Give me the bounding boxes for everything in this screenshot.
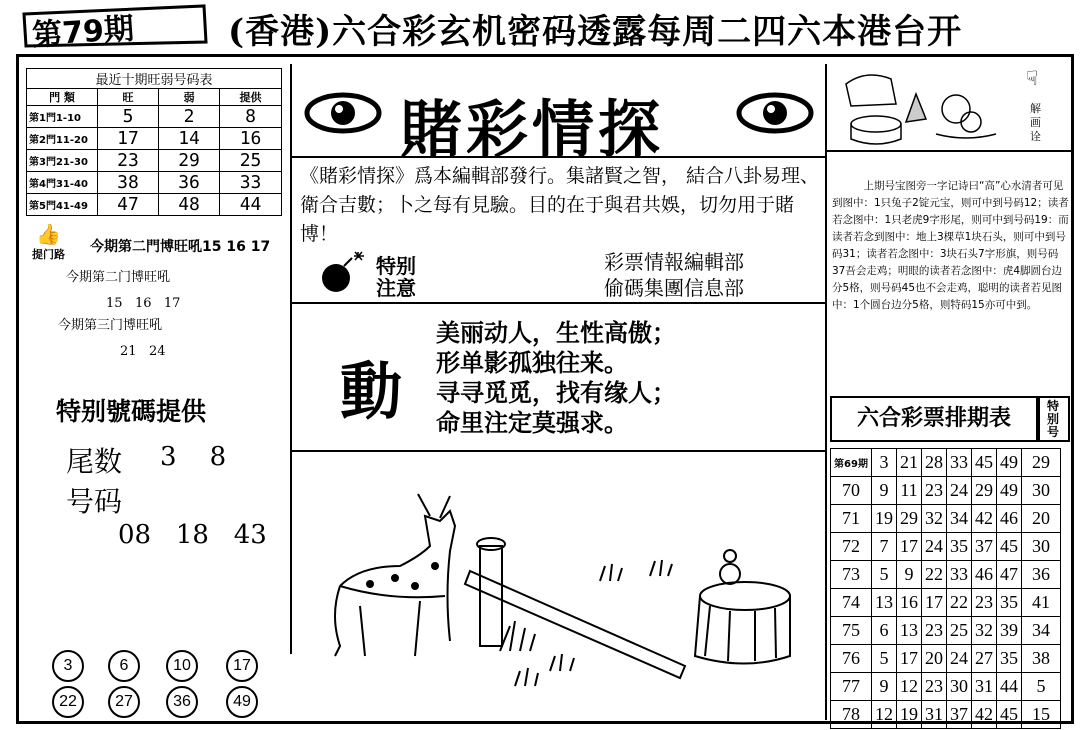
number-cell: 7: [872, 533, 897, 561]
table-row: [831, 449, 1061, 477]
number-cell: 37: [947, 701, 972, 729]
number-cell: 6: [872, 617, 897, 645]
department-2: 偷碼集團信息部: [604, 276, 744, 300]
number-cell: 12: [897, 673, 922, 701]
divider: [290, 302, 826, 304]
column-header: 提供: [220, 89, 282, 106]
number-cell: 45: [997, 533, 1022, 561]
notice-label: 特别: [376, 254, 416, 278]
column-header: 弱: [159, 89, 220, 106]
number-cell: 13: [872, 589, 897, 617]
number-cell: 25: [947, 617, 972, 645]
schedule-title: 六合彩票排期表: [856, 406, 1011, 431]
number-cell: 45: [997, 701, 1022, 729]
issue-number: 第79期: [31, 11, 136, 54]
table-row: [831, 645, 1061, 673]
divider: [290, 450, 826, 452]
table-row: [831, 505, 1061, 533]
department-1: 彩票情報編輯部: [604, 250, 744, 274]
number-cell: 37: [972, 533, 997, 561]
number-cell: 31: [922, 701, 947, 729]
number-cell: 16: [897, 589, 922, 617]
riddle-text: 上期号宝图旁一字记诗曰“高”心水清者可见到图中：1只兔子2锭元宝，则可中到号码12；读者若念图中：1只老虎9字形尾，则可中到号码19：而读者若念到图中：地上3棵草1块石头，则可中到号码31；读者若念图中：3块石头7字形旗，则号码37吾会走鸡；明眼的读者若念图中：虎4脚圆台边分5格，则号码45也不会走鸡，聪明的读者若见图中：1个圆台边分5格，则特码15亦可中到。: [832, 180, 1069, 311]
poem: [436, 318, 676, 438]
number-cell: 42: [972, 505, 997, 533]
circled-number: 10: [166, 650, 198, 682]
notice-label: 注意: [376, 276, 416, 300]
table-row: [831, 701, 1061, 729]
number-cell: 29: [897, 505, 922, 533]
riddle-label: 解画诠: [1030, 102, 1041, 143]
circled-number: 36: [166, 686, 198, 718]
circled-number: 3: [52, 650, 84, 682]
poem-line: 寻寻觅觅，找有缘人；: [436, 379, 676, 407]
special-number-cell: 38: [1022, 645, 1061, 673]
circled-number: 22: [52, 686, 84, 718]
number-cell: 34: [947, 505, 972, 533]
number-cell: 11: [897, 477, 922, 505]
number-cell: 13: [897, 617, 922, 645]
table-row: [831, 589, 1061, 617]
table-row: [831, 561, 1061, 589]
period-cell: 71: [831, 505, 872, 533]
deer-seesaw-illustration: [300, 456, 820, 716]
number-cell: 9: [872, 673, 897, 701]
number-cell: 23: [922, 673, 947, 701]
circled-number: 49: [226, 686, 258, 718]
table-row: [831, 617, 1061, 645]
period-cell: 73: [831, 561, 872, 589]
recent-numbers-table: [26, 68, 282, 216]
number-cell: 19: [872, 505, 897, 533]
table-row: 第4門31-40 38 36 33: [27, 172, 282, 194]
period-cell: 77: [831, 673, 872, 701]
number-cell: 24: [947, 645, 972, 673]
table-row: [831, 533, 1061, 561]
number-cell: 31: [972, 673, 997, 701]
tip-line-3-nums: 21 24: [120, 344, 166, 359]
intro-paragraph: 《賭彩情探》爲本編輯部發行。集諸賢之智， 結合八卦易理、衛合吉數；卜之每有見驗。目的在于與君共娛，切勿用于賭博！: [300, 165, 820, 245]
circled-number: 17: [226, 650, 258, 682]
number-cell: 33: [947, 449, 972, 477]
special-number-cell: 41: [1022, 589, 1061, 617]
main-title: 賭彩情探: [400, 93, 665, 166]
number-cell: 28: [922, 449, 947, 477]
table-row: [831, 477, 1061, 505]
special-number-cell: 30: [1022, 477, 1061, 505]
eye-icon: [304, 90, 382, 136]
tip-line-2: 今期第二门博旺吼: [66, 270, 171, 285]
special-number-cell: 36: [1022, 561, 1061, 589]
period-cell: 78: [831, 701, 872, 729]
number-cell: 17: [922, 589, 947, 617]
tail-numbers: 3 8: [160, 442, 227, 472]
circled-number: 27: [108, 686, 140, 718]
circled-number: 6: [108, 650, 140, 682]
schedule-header: [830, 396, 1038, 442]
number-cell: 12: [872, 701, 897, 729]
column-header: 旺: [98, 89, 159, 106]
period-cell: 70: [831, 477, 872, 505]
number-cell: 49: [997, 477, 1022, 505]
period-cell: 第69期: [831, 449, 872, 477]
special-number-title: 特别號碼提供: [56, 397, 207, 426]
period-cell: 76: [831, 645, 872, 673]
schedule-table: [830, 448, 1061, 729]
number-cell: 22: [922, 561, 947, 589]
table-row: 第3門21-30 23 29 25: [27, 150, 282, 172]
number-cell: 35: [997, 589, 1022, 617]
number-cell: 46: [972, 561, 997, 589]
divider: [825, 150, 1073, 152]
page-header-title: (香港)六合彩玄机密码透露每周二四六本港台开: [228, 12, 963, 52]
number-cell: 35: [947, 533, 972, 561]
number-cell: 3: [872, 449, 897, 477]
number-cell: 17: [897, 533, 922, 561]
table-row: [831, 673, 1061, 701]
special-number-cell: 34: [1022, 617, 1061, 645]
code-label: 号码: [66, 485, 123, 518]
number-cell: 21: [897, 449, 922, 477]
period-cell: 72: [831, 533, 872, 561]
number-cell: 44: [997, 673, 1022, 701]
special-number-cell: 15: [1022, 701, 1061, 729]
column-header: 門 類: [27, 89, 98, 106]
divider: [290, 64, 292, 654]
number-cell: 23: [972, 589, 997, 617]
special-number-cell: 29: [1022, 449, 1061, 477]
table-row: 第1門1-10 5 2 8: [27, 106, 282, 128]
poem-line: 命里注定莫强求。: [436, 409, 628, 437]
code-numbers: 08 18 43: [118, 520, 267, 550]
number-cell: 39: [997, 617, 1022, 645]
number-cell: 49: [997, 449, 1022, 477]
big-character: 動: [340, 355, 403, 428]
poem-line: 形单影孤独往来。: [436, 349, 628, 377]
special-column-header: [1038, 396, 1070, 442]
issue-banner: [20, 4, 210, 54]
tail-label: 尾数: [66, 445, 123, 478]
bomb-icon: [318, 250, 368, 294]
number-cell: 23: [922, 617, 947, 645]
number-cell: 5: [872, 645, 897, 673]
number-cell: 22: [947, 589, 972, 617]
number-cell: 24: [922, 533, 947, 561]
special-number-cell: 30: [1022, 533, 1061, 561]
number-cell: 24: [947, 477, 972, 505]
number-cell: 30: [947, 673, 972, 701]
number-cell: 19: [897, 701, 922, 729]
special-col-label: 特别号: [1047, 399, 1060, 439]
pointing-hand-icon: ☟: [1026, 66, 1039, 90]
number-cell: 45: [972, 449, 997, 477]
number-cell: 35: [997, 645, 1022, 673]
number-cell: 47: [997, 561, 1022, 589]
table-row: 第2門11-20 17 14 16: [27, 128, 282, 150]
special-number-cell: 5: [1022, 673, 1061, 701]
number-cell: 29: [972, 477, 997, 505]
number-cell: 17: [897, 645, 922, 673]
tip-line-3: 今期第三门博旺吼: [58, 318, 163, 333]
number-cell: 42: [972, 701, 997, 729]
table-row: 第5門41-49 47 48 44: [27, 194, 282, 216]
number-cell: 33: [947, 561, 972, 589]
number-cell: 20: [922, 645, 947, 673]
number-cell: 9: [897, 561, 922, 589]
special-number-cell: 20: [1022, 505, 1061, 533]
thumbs-up-icon: 👍: [36, 222, 61, 246]
poem-line: 美丽动人，生性高傲；: [436, 319, 676, 347]
riddle-picture: [836, 64, 1006, 148]
number-cell: 27: [972, 645, 997, 673]
tip-line-2-nums: 15 16 17: [106, 296, 181, 311]
eye-icon: [736, 90, 814, 136]
table-title: 最近十期旺弱号码表: [27, 69, 282, 89]
number-cell: 23: [922, 477, 947, 505]
period-cell: 75: [831, 617, 872, 645]
divider: [825, 64, 827, 720]
number-cell: 32: [922, 505, 947, 533]
period-cell: 74: [831, 589, 872, 617]
tip-label: 提门路: [32, 248, 65, 261]
tip-line-1: 今期第二門博旺吼15 16 17: [90, 239, 271, 255]
number-cell: 5: [872, 561, 897, 589]
number-cell: 46: [997, 505, 1022, 533]
number-cell: 9: [872, 477, 897, 505]
number-cell: 32: [972, 617, 997, 645]
